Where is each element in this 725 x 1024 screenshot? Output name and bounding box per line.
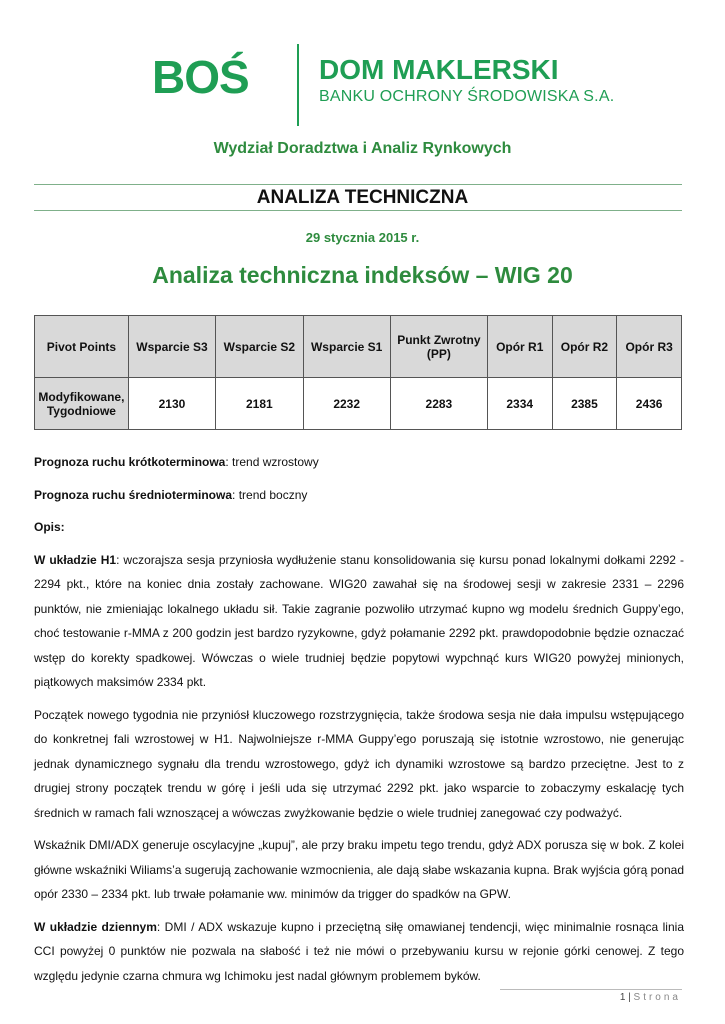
logo-bos-wordmark: BOŚ bbox=[152, 51, 249, 103]
description-heading bbox=[34, 515, 684, 540]
header-cell: Pivot Points bbox=[35, 316, 129, 378]
mid-term-forecast bbox=[34, 483, 684, 508]
header-cell: Opór R3 bbox=[617, 316, 682, 378]
document-type: ANALIZA TECHNICZNA bbox=[256, 187, 469, 208]
company-logo bbox=[152, 44, 615, 126]
page-separator: | bbox=[625, 992, 634, 1003]
daily-label: W układzie dziennym bbox=[34, 919, 157, 934]
table-cell: 2130 bbox=[128, 378, 215, 430]
paragraph-3: Wskaźnik DMI/ADX generuje oscylacyjne „kupuj”, ale przy braku impetu tego trendu, gdyż ADX porusza się w bok. Z kolei główne wskaźniki Wiliams’a sugerują zachowanie wzmocnienia, ale dają słabe wskazania kupna. Brak wyjścia górą ponad opór 2330 – 2334 pkt. lub trwałe połamanie ww. minimów da trigger do spadków na GPW. bbox=[34, 838, 684, 901]
daily-text: : DMI / ADX wskazuje kupno i przeciętną siłę omawianej tendencji, więc minimalnie rosnąca linia CCI powyżej 0 punktów nie pozwala na słabość i też nie mówi o przebywaniu kursu w rejonie górki cenowej. Z tego względu jedynie czarna chmura wg Ichimoku jest nadal głównym problemem byków. bbox=[34, 919, 684, 983]
pivot-points-table bbox=[34, 315, 682, 430]
table-header-row bbox=[35, 316, 682, 378]
header-cell: Opór R1 bbox=[487, 316, 552, 378]
page-footer bbox=[620, 992, 681, 1003]
row-label-cell: Modyfikowane, Tygodniowe bbox=[35, 378, 129, 430]
logo-title: DOM MAKLERSKI bbox=[319, 54, 559, 85]
table-cell: 2283 bbox=[390, 378, 487, 430]
table-cell: 2232 bbox=[303, 378, 390, 430]
table-cell: 2334 bbox=[487, 378, 552, 430]
bottom-rule bbox=[34, 210, 682, 211]
document-date: 29 stycznia 2015 r. bbox=[305, 230, 420, 245]
mid-term-value: : trend boczny bbox=[232, 487, 308, 502]
mid-term-label: Prognoza ruchu średnioterminowa bbox=[34, 487, 233, 502]
footer-rule bbox=[500, 989, 682, 990]
table-row bbox=[35, 378, 682, 430]
short-term-value: : trend wzrostowy bbox=[225, 455, 319, 469]
table-cell: 2385 bbox=[552, 378, 617, 430]
description-label: Opis: bbox=[34, 520, 65, 534]
department-name: Wydział Doradztwa i Analiz Rynkowych bbox=[213, 140, 512, 157]
h1-label: W układzie H1 bbox=[34, 552, 117, 567]
document-title: Analiza techniczna indeksów – WIG 20 bbox=[152, 262, 573, 288]
page-word: Strona bbox=[633, 992, 681, 1003]
paragraph-2: Początek nowego tygodnia nie przyniósł kluczowego rozstrzygnięcia, także środowa sesja nie dała impulsu wstępującego do konkretnej fali wzrostowej w H1. Najwolniejsze r-MMA Guppy’ego poruszają się istotnie wzrostowo, nie generując jednak dynamicznego sygnału dla trendu wzrostowego, gdyż ich dynamiki wzrostowe są bardzo przeciętne. Jest to z drugiej strony początek trendu w górę i jeśli uda się utrzymać 2292 pkt. jako wsparcie to zobaczymy eskalację tych średnich w ramach fali wznoszącej a wówczas zwyżkowanie będzie o wiele trudniej zanegować czy podważyć. bbox=[34, 707, 684, 820]
short-term-label: Prognoza ruchu krótkoterminowa bbox=[34, 455, 226, 469]
header-cell: Opór R2 bbox=[552, 316, 617, 378]
table-cell: 2181 bbox=[216, 378, 303, 430]
logo-subtitle: BANKU OCHRONY ŚRODOWISKA S.A. bbox=[319, 88, 615, 105]
top-rule bbox=[34, 184, 682, 185]
short-term-forecast bbox=[34, 450, 684, 475]
h1-paragraph bbox=[34, 548, 684, 695]
h1-text: : wczorajsza sesja przyniosła wydłużenie stanu konsolidowania się kursu ponad lokalnymi dołkami 2292 - 2294 pkt., które na koniec dnia zostały zachowane. WIG20 zawahał się na środowej sesji w zakresie 2331 – 2296 punktów, nie zmieniając lokalnego układu sił. Takie zagranie pozwoliło utrzymać kupno wg modelu średnich Guppy’ego, choć testowanie r-MMA z 200 godzin jest bardzo ryzykowne, gdyż połamanie 2292 pkt. prawdopodobnie będzie oznaczać wstęp do korekty spadkowej. Wówczas o wiele trudniej będzie popytowi wypchnąć kurs WIG20 powyżej minionych, piątkowych maksimów 2334 pkt. bbox=[34, 552, 685, 689]
header-cell: Wsparcie S2 bbox=[216, 316, 303, 378]
logo-divider bbox=[297, 44, 299, 126]
header-cell: Wsparcie S3 bbox=[128, 316, 215, 378]
analysis-body bbox=[34, 450, 684, 996]
table-cell: 2436 bbox=[617, 378, 682, 430]
daily-paragraph bbox=[34, 915, 684, 989]
header-cell: Wsparcie S1 bbox=[303, 316, 390, 378]
header-cell: Punkt Zwrotny (PP) bbox=[390, 316, 487, 378]
page-number: 1 bbox=[619, 992, 626, 1003]
